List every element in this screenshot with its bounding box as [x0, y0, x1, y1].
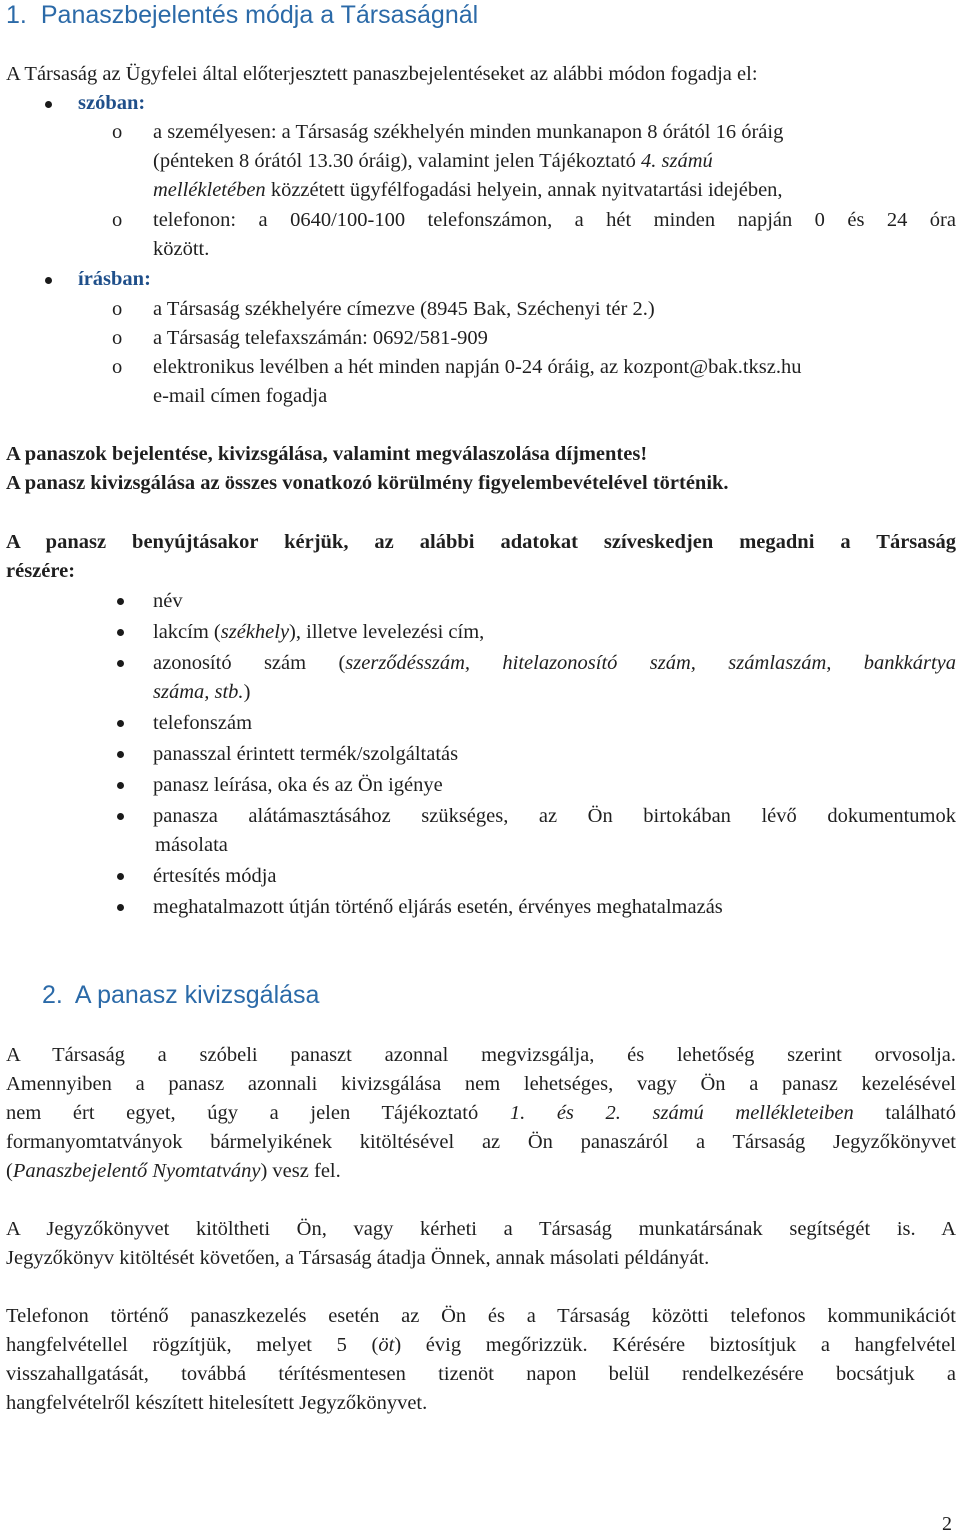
- szoban-item2-line2: között.: [153, 238, 210, 260]
- lakcim-text-b: székhely: [220, 621, 290, 643]
- p3-line2c: ) évig megőrizzük. Kérésére biztosítjuk a hangfelvétel: [394, 1334, 956, 1356]
- bullet-icon: [117, 782, 124, 789]
- section-1-heading: [6, 0, 478, 30]
- p2-line2: Jegyzőkönyv kitöltését követően, a Társaság átadja Önnek, annak másolati példányát.: [6, 1247, 710, 1269]
- szoban-item1-line2: [153, 147, 713, 176]
- p3-line2a: hangfelvétellel rögzítjük, melyet 5 (: [6, 1334, 379, 1356]
- bullet-icon: [117, 720, 124, 727]
- azon-text-c: száma, stb.: [153, 681, 244, 703]
- szoban-item1-line3: [153, 176, 783, 205]
- list-item-lakcim: [153, 618, 484, 647]
- szoban-item2-line1: telefonon: a 0640/100-100 telefonszámon, a hét minden napján 0 és 24 óra: [153, 209, 956, 231]
- bullet-icon: [117, 904, 124, 911]
- section-2-number: 2.: [42, 981, 63, 1009]
- sub-bullet-icon: o: [112, 209, 123, 231]
- free-of-charge-statement: A panaszok bejelentése, kivizsgálása, valamint megválaszolása díjmentes!: [6, 443, 648, 465]
- bullet-icon: [117, 813, 124, 820]
- section-2-heading: [42, 980, 319, 1010]
- p1-line3b: 1. és 2. számú mellékleteiben: [509, 1102, 854, 1124]
- p3-line4: hangfelvételről készített hitelesített Jegyzőkönyvet.: [6, 1392, 428, 1414]
- p1-line3: [6, 1099, 956, 1128]
- list-item-termek: panasszal érintett termék/szolgáltatás: [153, 743, 459, 765]
- szoban-label: szóban:: [78, 92, 146, 114]
- bullet-icon: [45, 101, 52, 108]
- list-item-azonosito-line1: [153, 649, 956, 678]
- szoban-item1-line3b: közzétett ügyfélfogadási helyein, annak nyitvatartási idejében,: [270, 179, 783, 201]
- section-1-number: 1.: [6, 1, 27, 29]
- bullet-icon: [117, 660, 124, 667]
- p3-line2b: öt: [378, 1334, 395, 1356]
- p1-line3c: található: [885, 1102, 956, 1124]
- bullet-icon: [117, 598, 124, 605]
- page-number: 2: [942, 1513, 952, 1535]
- bullet-icon: [45, 277, 52, 284]
- szoban-item1-line2a: (pénteken 8 órától 13.30 óráig), valamint jelen Tájékoztató: [153, 150, 636, 172]
- section-2-title: A panasz kivizsgálása: [74, 981, 320, 1009]
- bullet-icon: [117, 751, 124, 758]
- request-line2: részére:: [6, 560, 76, 582]
- p1-line2: Amennyiben a panasz azonnali kivizsgálása nem lehetséges, vagy Ön a panasz kezelésével: [6, 1073, 956, 1095]
- list-item-ertesites: értesítés módja: [153, 865, 277, 887]
- szoban-item1-line3a: mellékletében: [153, 179, 266, 201]
- p2-line1: A Jegyzőkönyvet kitöltheti Ön, vagy kérheti a Társaság munkatársának segítségét is. A: [6, 1218, 956, 1240]
- irasban-item1: a Társaság székhelyére címezve (8945 Bak, Széchenyi tér 2.): [153, 298, 655, 320]
- azon-text-d: ): [243, 681, 251, 703]
- bullet-icon: [117, 629, 124, 636]
- investigation-statement: A panasz kivizsgálása az összes vonatkozó körülmény figyelembevételével történik.: [6, 472, 729, 494]
- p1-line5: [6, 1157, 341, 1186]
- list-item-alatamasztas-line2: másolata: [155, 834, 228, 856]
- sub-bullet-icon: o: [112, 327, 123, 349]
- irasban-item3-line2: e-mail címen fogadja: [153, 385, 328, 407]
- sub-bullet-icon: o: [112, 298, 123, 320]
- list-item-telefon: telefonszám: [153, 712, 253, 734]
- intro-text: A Társaság az Ügyfelei által előterjesztett panaszbejelentéseket az alábbi módon fogadja el:: [6, 63, 758, 85]
- lakcim-text-c: ), illetve levelezési cím,: [289, 621, 485, 643]
- p1-line5a: (: [6, 1160, 13, 1182]
- irasban-item2: a Társaság telefaxszámán: 0692/581-909: [153, 327, 488, 349]
- p1-line3a: nem ért egyet, úgy a jelen Tájékoztató: [6, 1102, 479, 1124]
- list-item-leiras: panasz leírása, oka és az Ön igénye: [153, 774, 443, 796]
- list-item-meghatalmazott: meghatalmazott útján történő eljárás esetén, érvényes meghatalmazás: [153, 896, 723, 918]
- p1-line5b: Panaszbejelentő Nyomtatvány: [12, 1160, 261, 1182]
- p1-line5c: ) vesz fel.: [260, 1160, 341, 1182]
- p3-line3: visszahallgatását, továbbá térítésmentesen tizenöt napon belül rendelkezésére bocsátjuk a: [6, 1363, 956, 1385]
- request-line1: A panasz benyújtásakor kérjük, az alábbi adatokat szíveskedjen megadni a Társaság: [6, 531, 956, 553]
- p1-line4: formanyomtatványok bármelyikének kitöltésével az Ön panaszáról a Társaság Jegyzőkönyvet: [6, 1131, 956, 1153]
- p3-line1: Telefonon történő panaszkezelés esetén az Ön és a Társaság közötti telefonos kommunikációt: [6, 1305, 956, 1327]
- p3-line2: [6, 1331, 956, 1360]
- list-item-alatamasztas-line1: panasza alátámasztásához szükséges, az Ön birtokában lévő dokumentumok: [153, 805, 956, 827]
- azon-text-a: azonosító szám (: [153, 652, 346, 674]
- sub-bullet-icon: o: [112, 121, 123, 143]
- section-1-title: Panaszbejelentés módja a Társaságnál: [40, 1, 479, 29]
- szoban-item1-line1: a személyesen: a Társaság székhelyén minden munkanapon 8 órától 16 óráig: [153, 121, 784, 143]
- lakcim-text-a: lakcím (: [153, 621, 221, 643]
- list-item-azonosito-line2: [153, 678, 250, 707]
- p1-line1: A Társaság a szóbeli panaszt azonnal megvizsgálja, és lehetőség szerint orvosolja.: [6, 1044, 956, 1066]
- bullet-icon: [117, 873, 124, 880]
- sub-bullet-icon: o: [112, 356, 123, 378]
- szoban-item1-line2b: 4. számú: [641, 150, 713, 172]
- irasban-label: írásban:: [78, 268, 151, 290]
- azon-text-b: szerződésszám, hitelazonosító szám, számlaszám, bankkártya: [345, 652, 957, 674]
- list-item-nev: név: [153, 590, 183, 612]
- irasban-item3-line1: elektronikus levélben a hét minden napján 0-24 óráig, az kozpont@bak.tksz.hu: [153, 356, 802, 378]
